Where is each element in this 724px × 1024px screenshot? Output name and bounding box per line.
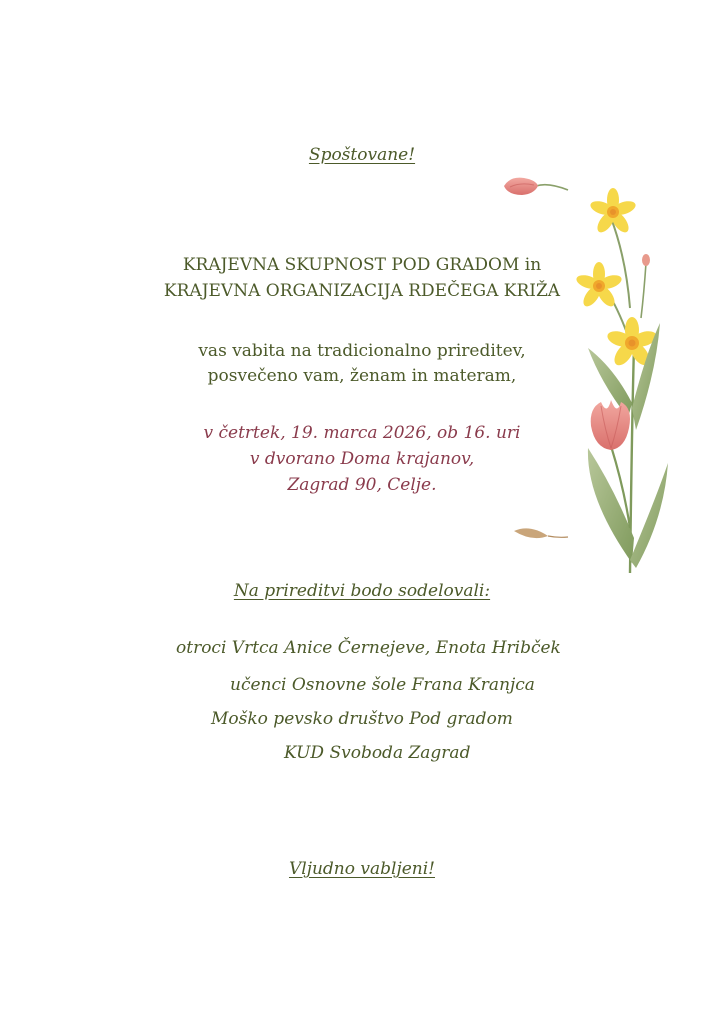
organizers-line-1: KRAJEVNA SKUPNOST POD GRADOM in (182, 255, 542, 275)
petal-icon (514, 528, 568, 538)
event-datetime: v četrtek, 19. marca 2026, ob 16. uri (203, 423, 521, 443)
daffodil-icon (589, 188, 638, 235)
organizers-line-2: KRAJEVNA ORGANIZACIJA RDEČEGA KRIŽA (163, 281, 561, 301)
invitation-line-2: posvečeno vam, ženam in materam, (207, 366, 517, 386)
greeting: Spoštovane! (308, 145, 416, 165)
event-address: Zagrad 90, Celje. (287, 475, 437, 495)
closing-line: Vljudno vabljeni! (288, 859, 435, 879)
participant-item: učenci Osnovne šole Frana Kranjca (230, 675, 535, 695)
invitation-line-1: vas vabita na tradicionalno prireditev, (198, 341, 526, 361)
tulip-icon (591, 400, 630, 450)
participants-heading: Na prireditvi bodo sodelovali: (233, 581, 491, 601)
participant-item: Moško pevsko društvo Pod gradom (211, 709, 513, 729)
participant-item: otroci Vrtca Anice Černejeve, Enota Hribček (176, 638, 561, 658)
participant-item: KUD Svoboda Zagrad (284, 743, 471, 763)
event-venue: v dvorano Doma krajanov, (249, 449, 475, 469)
tulip-bud-icon (504, 178, 568, 195)
daffodil-icon (575, 262, 624, 309)
flower-bouquet-icon (496, 168, 672, 580)
